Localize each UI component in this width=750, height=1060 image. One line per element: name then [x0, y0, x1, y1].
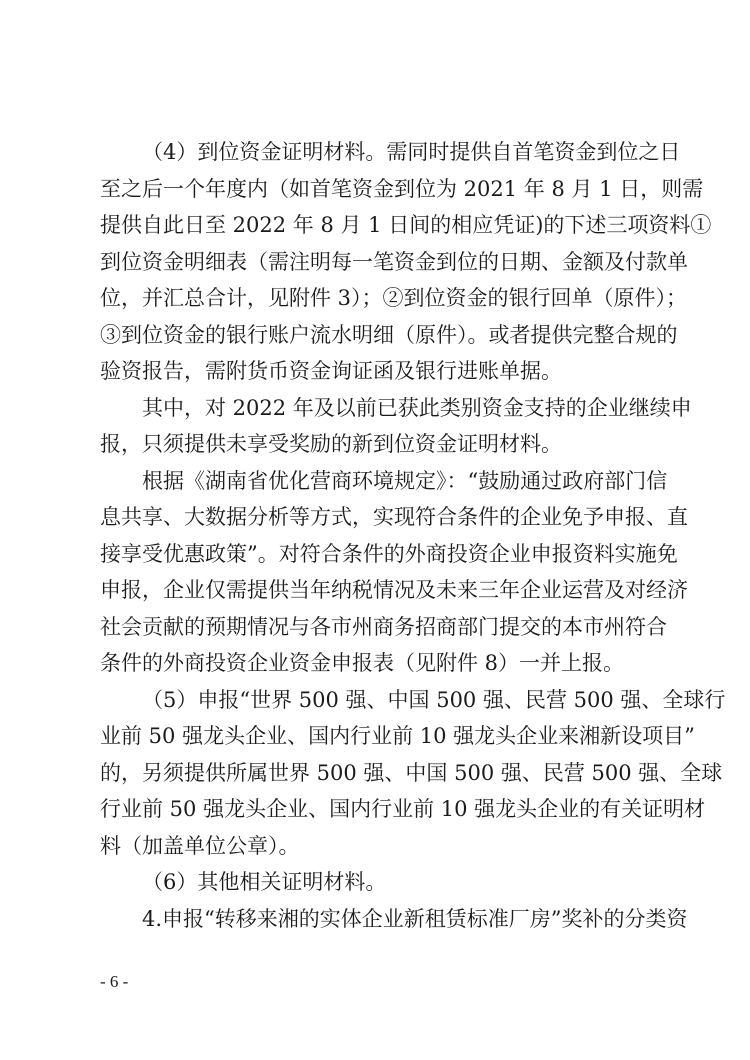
text-line: （5）申报“世界 500 强、中国 500 强、民营 500 强、全球行 [142, 687, 726, 712]
text-line: 报，只须提供未享受奖励的新到位资金证明材料。 [100, 432, 562, 456]
text-line: 接享受优惠政策”。对符合条件的外商投资企业申报资料实施免 [100, 541, 678, 566]
text-line: 4.申报“转移来湘的实体企业新租赁标准厂房”奖补的分类资 [142, 906, 688, 931]
text-line: 验资报告，需附货币资金询证函及银行进账单据。 [100, 359, 562, 383]
text-line: 料（加盖单位公章）。 [100, 833, 300, 858]
text-line: 根据《湖南省优化营商环境规定》：“鼓励通过政府部门信 [142, 468, 668, 493]
text-line: 提供自此日至 2022 年 8 月 1 日间的相应凭证)的下述三项资料① [100, 213, 712, 237]
document-body [100, 134, 726, 937]
text-line: ③到位资金的银行账户流水明细（原件）。或者提供完整合规的 [100, 322, 678, 347]
text-line: 社会贡献的预期情况与各市州商务招商部门提交的本市州符合 [100, 614, 667, 639]
text-line: 申报，企业仅需提供当年纳税情况及未来三年企业运营及对经济 [100, 578, 688, 602]
text-line: （6）其他相关证明材料。 [142, 870, 387, 894]
text-line: 的，另须提供所属世界 500 强、中国 500 强、民营 500 强、全球 [100, 760, 723, 785]
text-line: （4）到位资金证明材料。需同时提供自首笔资金到位之日 [142, 140, 681, 164]
text-line: 业前 50 强龙头企业、国内行业前 10 强龙头企业来湘新设项目” [100, 724, 695, 748]
text-line: 位，并汇总合计，见附件 3）；②到位资金的银行回单（原件）； [100, 286, 688, 310]
text-line: 条件的外商投资企业资金申报表（见附件 8）一并上报。 [100, 651, 625, 675]
text-line: 到位资金明细表（需注明每一笔资金到位的日期、金额及付款单 [100, 249, 688, 274]
page-number: - 6 - [100, 972, 129, 991]
text-line: 至之后一个年度内（如首笔资金到位为 2021 年 8 月 1 日，则需 [100, 176, 704, 201]
text-line: 行业前 50 强龙头企业、国内行业前 10 强龙头企业的有关证明材 [100, 797, 706, 821]
text-line: 其中，对 2022 年及以前已获此类别资金支持的企业继续申 [142, 395, 692, 420]
text-line: 息共享、大数据分析等方式，实现符合条件的企业免予申报、直 [100, 505, 688, 529]
